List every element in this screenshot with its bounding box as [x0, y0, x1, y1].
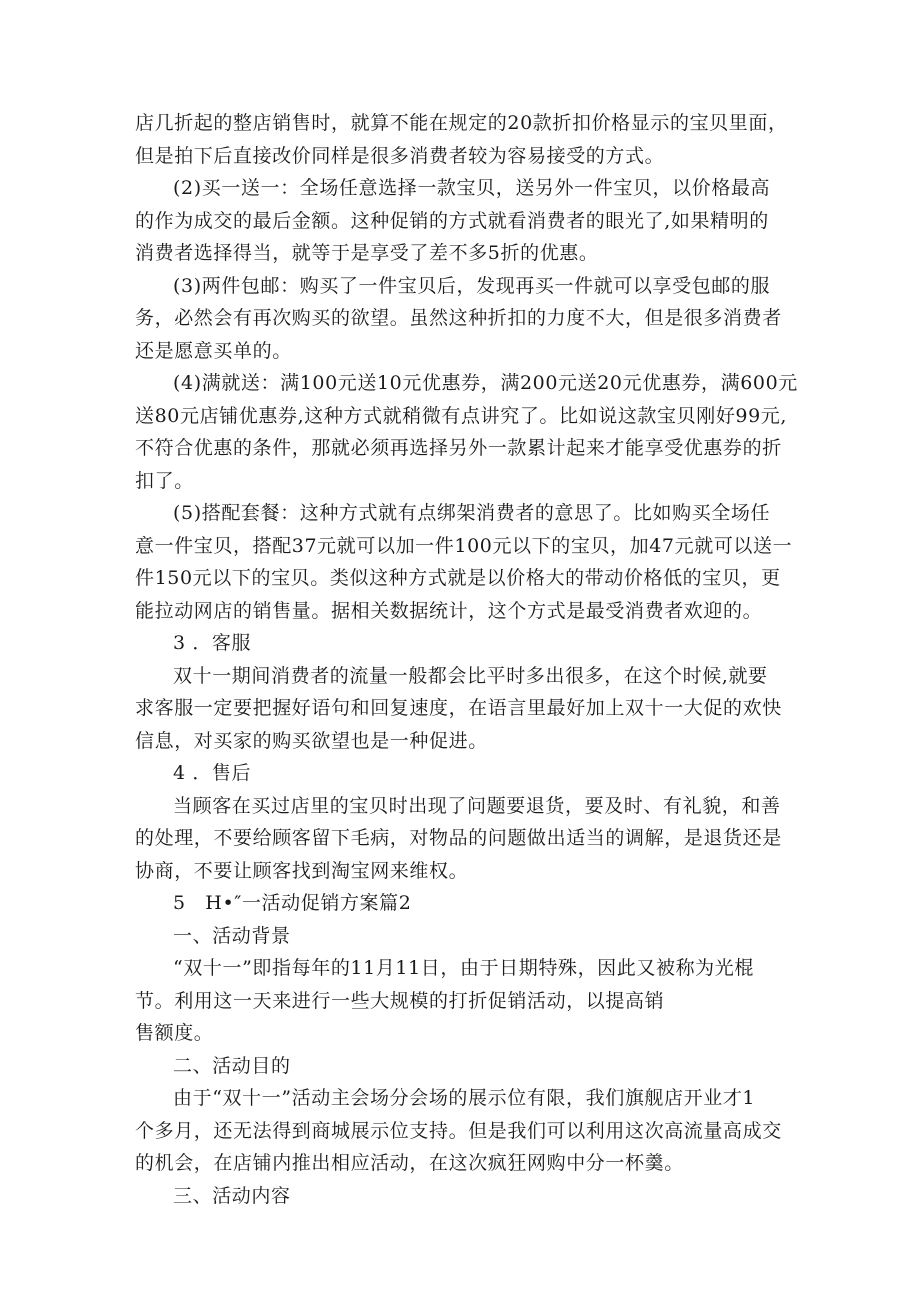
text-line: “双十一”即指每年的11月11日，由于日期特殊，因此又被称为光棍	[173, 957, 754, 979]
paragraph-spend-and-get	[135, 367, 798, 497]
heading-text: 4 ．售后	[173, 762, 252, 784]
chapter-heading	[135, 887, 790, 920]
text-line: 由于“双十一”活动主会场分会场的展示位有限，我们旗舰店开业才1	[173, 1087, 756, 1109]
section-heading-after-sales	[135, 757, 790, 790]
text-line: 的处理，不要给顾客留下毛病，对物品的问题做出适当的调解，是退货还是	[135, 827, 782, 849]
text-line: 售额度。	[135, 1022, 214, 1044]
text-line: 件150元以下的宝贝。类似这种方式就是以价格大的带动价格低的宝贝，更	[135, 567, 781, 589]
paragraph-after-sales	[135, 790, 790, 888]
document-body	[135, 107, 798, 1212]
text-line: 双十一期间消费者的流量一般都会比平时多出很多，在这个时候,就要	[173, 664, 768, 687]
paragraph-continuation	[135, 107, 790, 172]
text-line: 当顾客在买过店里的宝贝时出现了问题要退货，要及时、有礼貌，和善	[173, 794, 781, 817]
text-line: 协商，不要让顾客找到淘宝网来维权。	[135, 859, 469, 882]
text-line: 但是拍下后直接改价同样是很多消费者较为容易接受的方式。	[135, 144, 665, 167]
text-line: 消费者选择得当，就等于是享受了差不多5折的优惠。	[135, 242, 599, 264]
text-line: 的机会，在店铺内推出相应活动，在这次疯狂网购中分一杯羹。	[135, 1152, 684, 1174]
heading-text: 3 ．客服	[173, 632, 252, 654]
text-line: 不符合优惠的条件，那就必须再选择另外一款累计起来才能享受优惠券的折	[135, 437, 782, 459]
heading-text: 5 H•″一活动促销方案篇2	[173, 892, 412, 914]
heading-text: 二、活动目的	[173, 1054, 291, 1077]
paragraph-buy-one-get-one	[135, 172, 790, 270]
text-line: (2)买一送一：全场任意选择一款宝贝，送另外一件宝贝，以价格最高	[173, 177, 771, 199]
text-line: (4)满就送：满100元送10元优惠券，满200元送20元优惠券，满600元	[173, 372, 798, 394]
paragraph-customer-service	[135, 660, 790, 758]
text-line: 的作为成交的最后金额。这种促销的方式就看消费者的眼光了,如果精明的	[135, 209, 769, 232]
text-line: 节。利用这一天来进行一些大规模的打折促销活动，以提高销	[135, 989, 665, 1012]
text-line: 个多月，还无法得到商城展示位支持。但是我们可以利用这次高流量高成交	[135, 1119, 782, 1142]
text-line: 送80元店铺优惠券,这种方式就稍微有点讲究了。比如说这款宝贝刚好99元,	[135, 404, 788, 427]
paragraph-purpose	[135, 1082, 790, 1180]
paragraph-bundle-package	[135, 497, 793, 627]
text-line: (5)搭配套餐：这种方式就有点绑架消费者的意思了。比如购买全场任	[173, 502, 771, 524]
text-line: 务，必然会有再次购买的欲望。虽然这种折扣的力度不大，但是很多消费者	[135, 307, 782, 329]
heading-text: 一、活动背景	[173, 924, 291, 947]
section-heading-content	[135, 1180, 790, 1213]
paragraph-two-items-free-shipping	[135, 270, 790, 368]
section-heading-purpose	[135, 1050, 790, 1083]
section-heading-customer-service	[135, 627, 790, 660]
text-line: 还是愿意买单的。	[135, 339, 292, 362]
paragraph-background	[135, 952, 790, 1050]
text-line: 信息，对买家的购买欲望也是一种促进。	[135, 729, 488, 752]
text-line: 意一件宝贝，搭配37元就可以加一件100元以下的宝贝，加47元就可以送一	[135, 534, 793, 557]
text-line: 扣了。	[135, 469, 194, 492]
text-line: 店几折起的整店销售时，就算不能在规定的20款折扣价格显示的宝贝里面，	[135, 112, 788, 134]
text-line: (3)两件包邮：购买了一件宝贝后，发现再买一件就可以享受包邮的服	[173, 274, 771, 297]
section-heading-background	[135, 920, 790, 953]
text-line: 求客服一定要把握好语句和回复速度，在语言里最好加上双十一大促的欢快	[135, 697, 782, 719]
text-line: 能拉动网店的销售量。据相关数据统计，这个方式是最受消费者欢迎的。	[135, 599, 763, 622]
heading-text: 三、活动内容	[173, 1184, 291, 1207]
